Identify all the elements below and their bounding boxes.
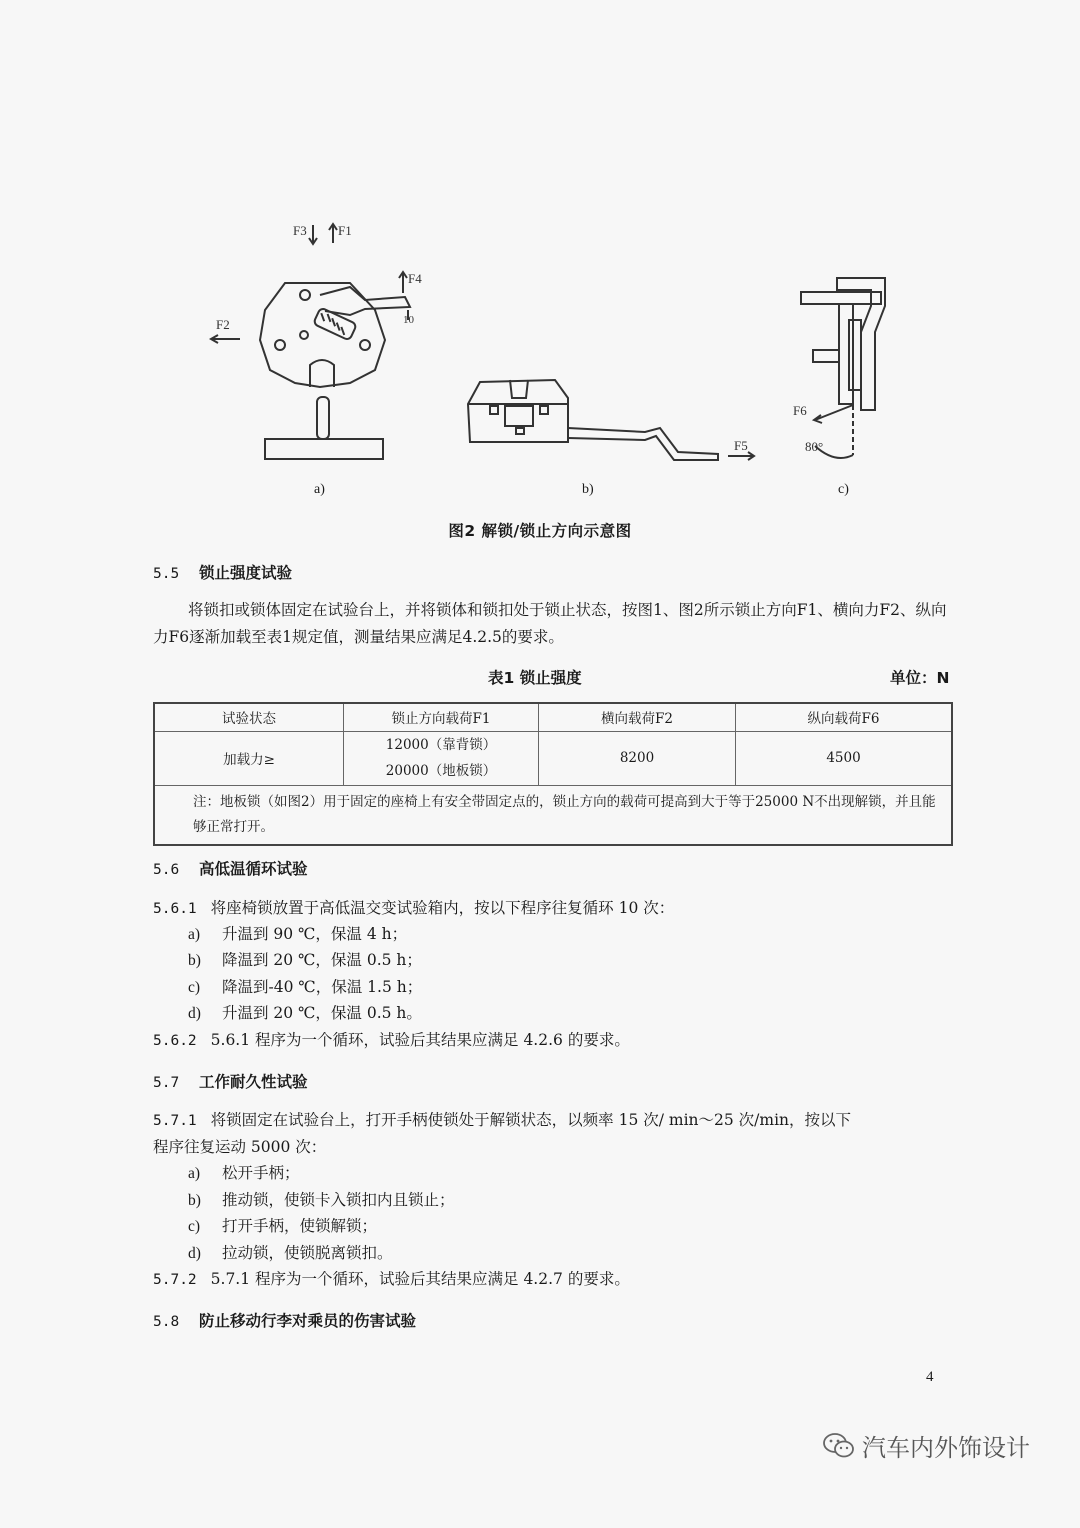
subcaption-b: b)	[582, 482, 594, 497]
list-item	[188, 975, 422, 997]
figure-a-lock-diagram	[200, 215, 430, 470]
table-header: 纵向载荷F6	[736, 703, 953, 731]
table-note: 注：地板锁（如图2）用于固定的座椅上有安全带固定点的，锁止方向的载荷可提高到大于等于25000 N不出现解锁，并且能够正常打开。	[154, 785, 952, 845]
list-item	[188, 1161, 300, 1183]
list-marker: a)	[188, 1165, 201, 1182]
list-text: 拉动锁，使锁脱离锁扣。	[222, 1244, 393, 1262]
table-cell-f6: 4500	[736, 731, 953, 785]
wechat-icon	[822, 1431, 856, 1461]
table-lock-strength	[153, 702, 953, 846]
list-item	[188, 922, 407, 944]
table-cell-state: 加载力≥	[154, 731, 344, 785]
list-item	[188, 948, 422, 970]
label-f4: F4	[408, 271, 422, 286]
list-marker: c)	[188, 1218, 201, 1235]
watermark-text: 汽车内外饰设计	[862, 1434, 1030, 1462]
table-note-row	[154, 785, 952, 845]
subcaption-a: a)	[314, 482, 325, 497]
table-header-row	[154, 703, 952, 731]
list-marker: a)	[188, 926, 201, 943]
table-header: 试验状态	[154, 703, 344, 731]
section-number: 5.7	[153, 1075, 180, 1091]
list-marker: b)	[188, 1192, 201, 1209]
table-unit: 单位：N	[890, 669, 950, 687]
label-f5: F5	[734, 438, 748, 453]
list-text: 松开手柄；	[222, 1164, 300, 1182]
table-cell-f1	[344, 731, 539, 785]
list-item	[188, 1001, 422, 1023]
list-text: 推动锁，使锁卡入锁扣内且锁止；	[222, 1191, 455, 1209]
watermark	[822, 1428, 1030, 1463]
table-header: 锁止方向载荷F1	[344, 703, 539, 731]
list-text: 升温到 20 ℃，保温 0.5 h。	[222, 1004, 422, 1022]
figure-c-side-view-diagram	[785, 270, 895, 470]
list-text: 降温到-40 ℃，保温 1.5 h；	[222, 978, 423, 996]
label-scale: 10	[403, 314, 414, 326]
figure-title: 图2 解锁/锁止方向示意图	[448, 522, 632, 540]
table-cell-f1-backrest: 12000（靠背锁）	[385, 737, 497, 753]
page-number: 4	[926, 1369, 934, 1385]
clause-number: 5.6.2	[153, 1033, 197, 1049]
label-f1: F1	[338, 223, 352, 238]
list-text: 打开手柄，使锁解锁；	[222, 1217, 378, 1235]
section-heading-5-8	[153, 1309, 416, 1331]
clause-text: 将座椅锁放置于高低温交变试验箱内，按以下程序往复循环 10 次：	[210, 899, 675, 917]
label-f6: F6	[793, 403, 807, 418]
label-f3: F3	[293, 223, 307, 238]
clause-5-7-2	[153, 1267, 630, 1289]
list-text: 升温到 90 ℃，保温 4 h；	[222, 925, 408, 943]
section-title: 工作耐久性试验	[199, 1073, 308, 1091]
list-text: 降温到 20 ℃，保温 0.5 h；	[222, 951, 422, 969]
clause-5-6-1	[153, 896, 674, 918]
table-cell-f1-floor: 20000（地板锁）	[385, 763, 497, 779]
clause-text: 将锁固定在试验台上，打开手柄使锁处于解锁状态，以频率 15 次/ min～25 次/min，按以下	[210, 1111, 852, 1129]
list-marker: d)	[188, 1245, 201, 1262]
clause-5-7-1-continued: 程序往复运动 5000 次：	[153, 1138, 327, 1156]
section-number: 5.8	[153, 1314, 180, 1330]
section-5-5-paragraph: 将锁扣或锁体固定在试验台上，并将锁体和锁扣处于锁止状态，按图1、图2所示锁止方向F1、横向力F2、纵向力F6逐渐加载至表1规定值，测量结果应满足4.2.5的要求。	[153, 601, 947, 646]
table-caption: 表1 锁止强度	[488, 669, 582, 687]
list-marker: c)	[188, 979, 201, 996]
clause-number: 5.6.1	[153, 901, 197, 917]
clause-number: 5.7.2	[153, 1272, 197, 1288]
section-number: 5.5	[153, 566, 180, 582]
list-marker: b)	[188, 952, 201, 969]
section-number: 5.6	[153, 862, 180, 878]
section-title: 防止移动行李对乘员的伤害试验	[199, 1312, 417, 1330]
clause-number: 5.7.1	[153, 1113, 197, 1129]
section-title: 锁止强度试验	[199, 564, 293, 582]
section-heading-5-6	[153, 857, 308, 879]
table-header: 横向载荷F2	[539, 703, 736, 731]
figure-b-floor-lock-diagram	[460, 370, 760, 470]
list-item	[188, 1188, 455, 1210]
list-item	[188, 1241, 393, 1263]
table-row	[154, 731, 952, 785]
table-cell-f2: 8200	[539, 731, 736, 785]
clause-5-7-1	[153, 1108, 851, 1130]
subcaption-c: c)	[838, 482, 849, 497]
section-title: 高低温循环试验	[199, 860, 308, 878]
clause-text: 5.7.1 程序为一个循环，试验后其结果应满足 4.2.7 的要求。	[210, 1270, 630, 1288]
clause-5-6-2	[153, 1028, 630, 1050]
list-item	[188, 1214, 377, 1236]
section-heading-5-7	[153, 1070, 308, 1092]
clause-text: 5.6.1 程序为一个循环，试验后其结果应满足 4.2.6 的要求。	[210, 1031, 630, 1049]
section-heading-5-5	[153, 561, 292, 583]
label-f2: F2	[216, 317, 230, 332]
label-angle: 80°	[805, 439, 824, 454]
list-marker: d)	[188, 1005, 201, 1022]
